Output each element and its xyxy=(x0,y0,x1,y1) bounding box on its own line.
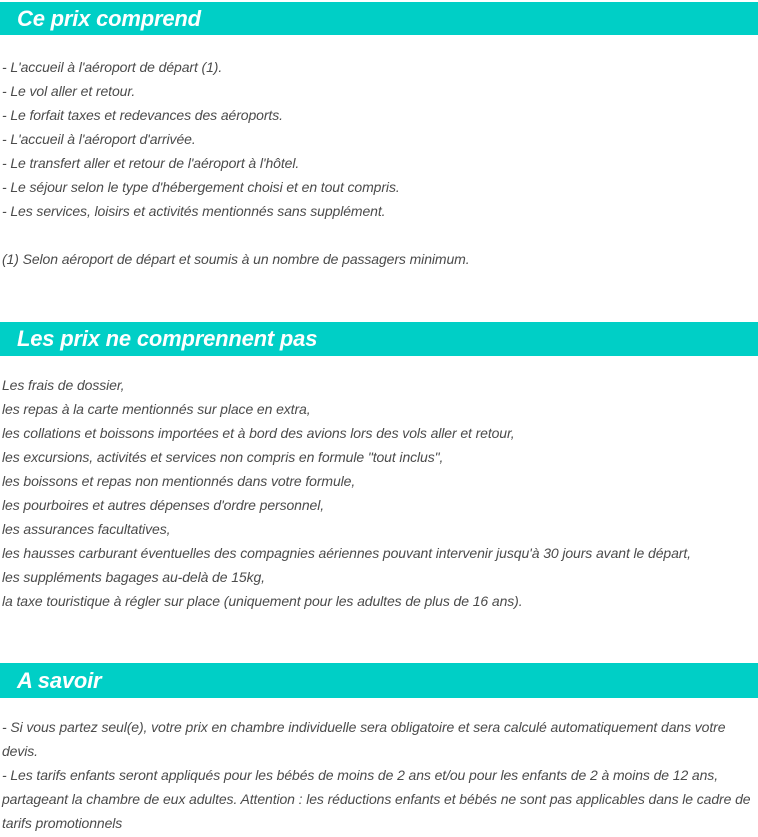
included-item: - L'accueil à l'aéroport de départ (1). xyxy=(2,59,223,75)
excluded-item: la taxe touristique à régler sur place (uniquement pour les adultes de plus de 16 ans). xyxy=(2,593,523,609)
info-paragraph: - Si vous partez seul(e), votre prix en chambre individuelle sera obligatoire et sera calculé automatiquement dans votre devis. xyxy=(2,719,726,759)
included-item: - L'accueil à l'aéroport d'arrivée. xyxy=(2,131,196,147)
included-item: - Le séjour selon le type d'hébergement choisi et en tout compris. xyxy=(2,179,400,195)
excluded-item: les excursions, activités et services non compris en formule "tout inclus", xyxy=(2,449,444,465)
section-header-price-includes xyxy=(0,2,758,35)
included-item: - Les services, loisirs et activités mentionnés sans supplément. xyxy=(2,203,386,219)
info-paragraph: - Les tarifs enfants seront appliqués pour les bébés de moins de 2 ans et/ou pour les enfants de 2 à moins de 12 ans, partageant la chambre de eux adultes. Attention : les réductions enfants et bébés ne sont pas applicables dans le cadre de tarifs promotionnels xyxy=(2,767,751,831)
price-excludes-list xyxy=(0,373,758,613)
section-title: Ce prix comprend xyxy=(17,6,201,31)
excluded-item: les assurances facultatives, xyxy=(2,521,171,537)
excluded-item: les pourboires et autres dépenses d'ordre personnel, xyxy=(2,497,325,513)
included-item: - Le vol aller et retour. xyxy=(2,83,136,99)
section-header-price-excludes xyxy=(0,322,758,356)
footnote-line: (1) Selon aéroport de départ et soumis à un nombre de passagers minimum. xyxy=(2,251,470,267)
spacer-line xyxy=(2,223,754,247)
section-title: A savoir xyxy=(17,668,102,693)
excluded-item: les collations et boissons importées et à bord des avions lors des vols aller et retour, xyxy=(2,425,515,441)
price-includes-list xyxy=(0,55,758,271)
included-item: - Le forfait taxes et redevances des aéroports. xyxy=(2,107,283,123)
excluded-item: Les frais de dossier, xyxy=(2,377,125,393)
section-title: Les prix ne comprennent pas xyxy=(17,326,318,351)
good-to-know-text xyxy=(0,715,758,835)
excluded-item: les boissons et repas non mentionnés dans votre formule, xyxy=(2,473,356,489)
included-item: - Le transfert aller et retour de l'aéroport à l'hôtel. xyxy=(2,155,300,171)
excluded-item: les hausses carburant éventuelles des compagnies aériennes pouvant intervenir jusqu'à 30 jours avant le départ, xyxy=(2,545,691,561)
section-header-good-to-know xyxy=(0,663,758,698)
price-info-page xyxy=(0,2,758,835)
excluded-item: les repas à la carte mentionnés sur place en extra, xyxy=(2,401,311,417)
excluded-item: les suppléments bagages au-delà de 15kg, xyxy=(2,569,265,585)
